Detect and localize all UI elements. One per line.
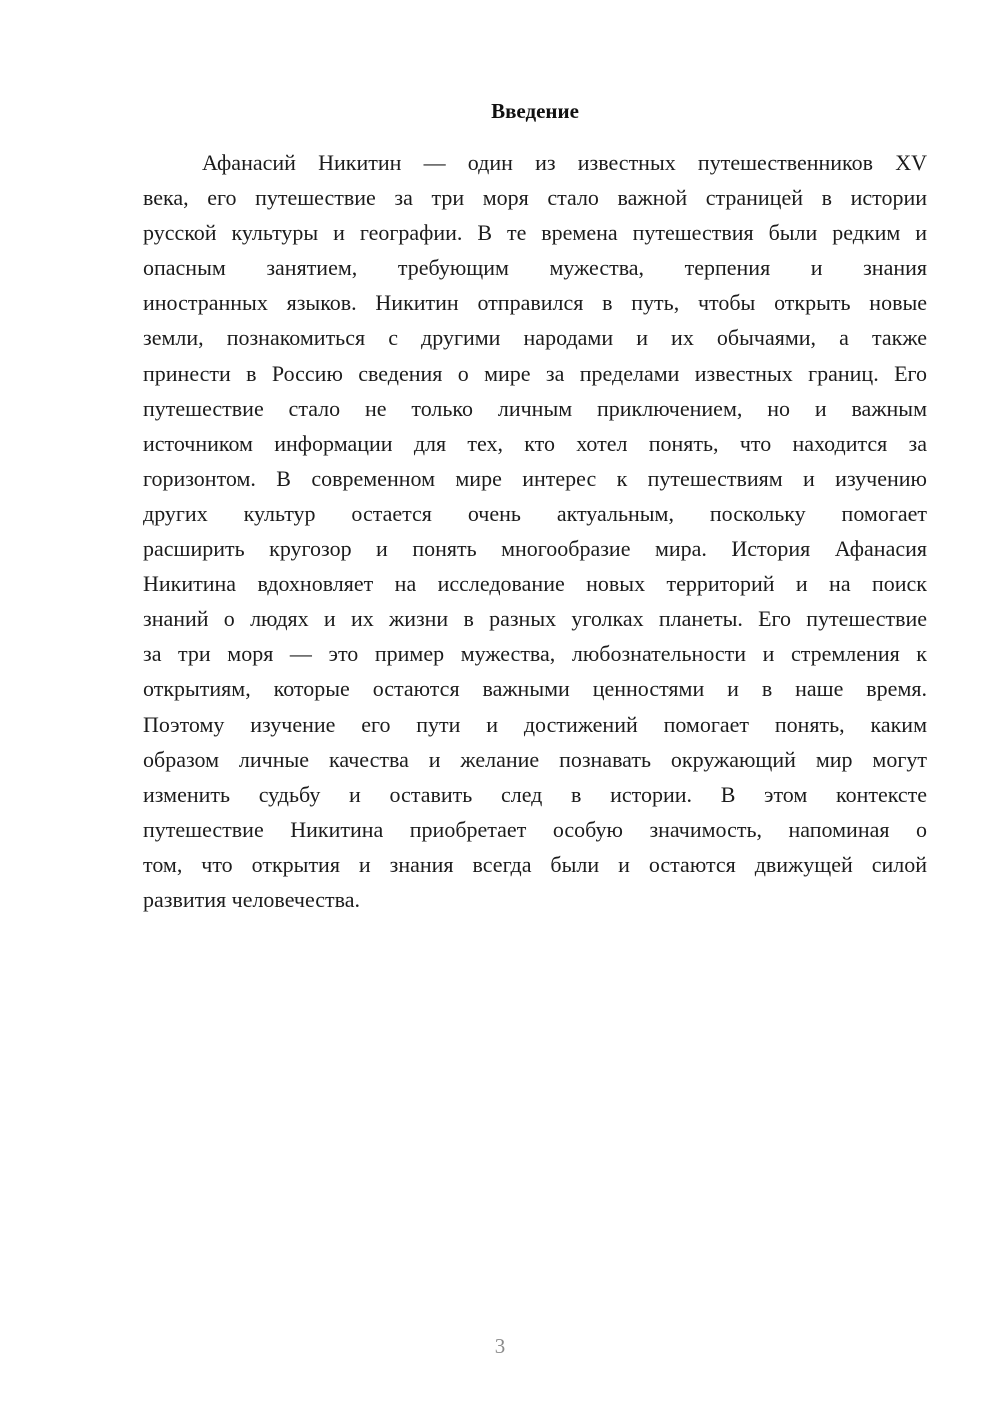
paragraph-line: века, его путешествие за три моря стало важной страницей в истории	[143, 185, 927, 211]
paragraph-line: Никитина вдохновляет на исследование новых территорий и на поиск	[143, 571, 927, 597]
paragraph-line: других культур остается очень актуальным, поскольку помогает	[143, 500, 927, 526]
paragraph-line: путешествие стало не только личным приключением, но и важным	[143, 395, 927, 421]
paragraph-line: иностранных языков. Никитин отправился в путь, чтобы открыть новые	[143, 290, 927, 316]
paragraph-line: русской культуры и географии. В те времена путешествия были редким и	[143, 220, 927, 246]
paragraph-line: Поэтому изучение его пути и достижений помогает понять, каким	[143, 711, 927, 737]
paragraph-line: путешествие Никитина приобретает особую значимость, напоминая о	[143, 816, 927, 842]
paragraph-line: расширить кругозор и понять многообразие мира. История Афанасия	[143, 536, 927, 562]
paragraph-line: опасным занятием, требующим мужества, терпения и знания	[143, 255, 927, 281]
paragraph-line: образом личные качества и желание познавать окружающий мир могут	[143, 746, 927, 772]
paragraph-line: развития человечества.	[143, 886, 361, 912]
paragraph-line: принести в Россию сведения о мире за пределами известных границ. Его	[143, 360, 927, 386]
paragraph-line: земли, познакомиться с другими народами и их обычаями, а также	[143, 325, 927, 351]
paragraph-line: знаний о людях и их жизни в разных уголках планеты. Его путешествие	[143, 606, 927, 632]
paragraph-line: источником информации для тех, кто хотел понять, что находится за	[143, 430, 927, 456]
paragraph-line: Афанасий Никитин — один из известных путешественников XV	[202, 150, 927, 175]
paragraph-line: том, что открытия и знания всегда были и остаются движущей силой	[143, 851, 927, 877]
paragraph-line: открытиям, которые остаются важными ценностями и в наше время.	[143, 676, 927, 702]
page-title: Введение	[491, 99, 579, 123]
introduction-paragraph	[143, 145, 927, 917]
paragraph-line: за три моря — это пример мужества, любознательности и стремления к	[143, 641, 927, 667]
paragraph-line: горизонтом. В современном мире интерес к путешествиям и изучению	[143, 465, 927, 491]
page-number: 3	[494, 1334, 506, 1358]
paragraph-line: изменить судьбу и оставить след в истории. В этом контексте	[143, 781, 927, 807]
